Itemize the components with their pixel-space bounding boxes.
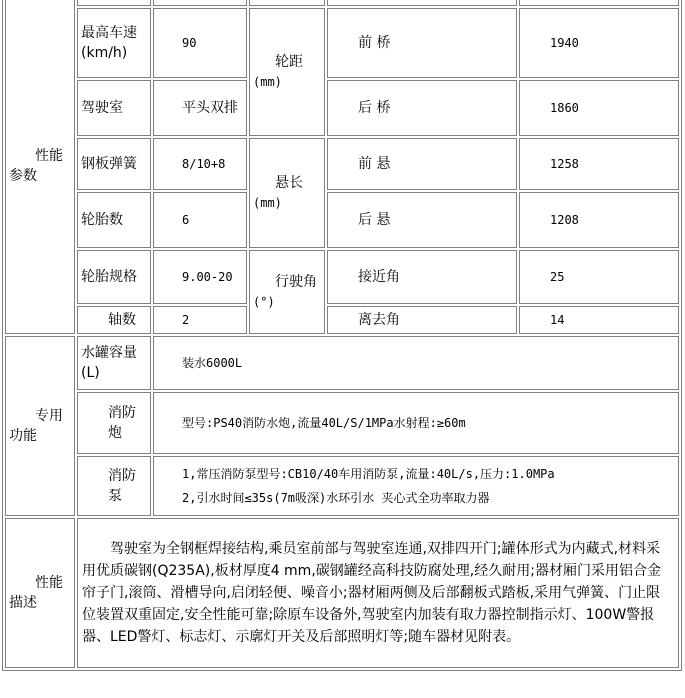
tank-value: 装水6000L (153, 336, 679, 390)
right-row-value: 14 (519, 306, 679, 334)
cannon-label: 消防炮 (77, 392, 151, 454)
right-row-label: 离去角 (327, 306, 517, 334)
wheelbase-label: 轮距 (mm) (249, 8, 325, 136)
right-row-value: 1258 (519, 138, 679, 190)
table-row (5, 456, 679, 516)
row-value: 8/10+8 (153, 138, 247, 190)
pump-label: 消防泵 (77, 456, 151, 516)
right-row-label: 前 桥 (327, 8, 517, 78)
performance-section-label: 性能 参数 (5, 0, 75, 334)
overhang-label: 悬长 (mm) (249, 138, 325, 248)
right-row-value: 1208 (519, 192, 679, 248)
row-value: 6 (153, 192, 247, 248)
description-text: 驾驶室为全钢框焊接结构,乘员室前部与驾驶室连通,双排四开门;罐体形式为内藏式,材料采用优质碳钢(Q235A),板材厚度4 mm,碳钢罐经高科技防腐处理,经久耐用;器材厢门采用铝合金帘子门,滚筒、滑槽导向,启闭轻便、噪音小;器材厢两侧及后部翻板式踏板,采用气弹簧、门止限位装置双重固定,安全性能可靠;除原车设备外,驾驶室内加装有取力器控制指示灯、100W警报器、LED警灯、标志灯、示廓灯开关及后部照明灯等;随车器材见附表。 (77, 518, 679, 668)
table-row (5, 518, 679, 668)
special-section-label: 专用 功能 (5, 336, 75, 516)
spec-table (2, 0, 682, 671)
right-row-label: 接近角 (327, 250, 517, 304)
row-label: 轮胎数 (77, 192, 151, 248)
row-label: 轴数 (77, 306, 151, 334)
right-row-value: 1860 (519, 80, 679, 136)
cannon-value: 型号:PS40消防水炮,流量40L/S/1MPa水射程:≥60m (153, 392, 679, 454)
right-row-value: 25 (519, 250, 679, 304)
table-row (5, 392, 679, 454)
table-row-stub (5, 0, 679, 6)
table-row (5, 306, 679, 334)
table-row (5, 80, 679, 136)
table-row (5, 138, 679, 190)
pump-value: 1,常压消防泵型号:CB10/40车用消防泵,流量:40L/s,压力:1.0MPa 2,引水时间≤35s(7m吸深)水环引水 夹心式全功率取力器 (153, 456, 679, 516)
table-row (5, 336, 679, 390)
right-row-label: 前 悬 (327, 138, 517, 190)
table-row (5, 192, 679, 248)
row-label: 轮胎规格 (77, 250, 151, 304)
angle-label: 行驶角 (°) (249, 250, 325, 334)
row-label: 驾驶室 (77, 80, 151, 136)
row-label: 最高车速(km/h) (77, 8, 151, 78)
right-row-label: 后 桥 (327, 80, 517, 136)
table-row (5, 250, 679, 304)
tank-label: 水罐容量(L) (77, 336, 151, 390)
right-row-value: 1940 (519, 8, 679, 78)
row-label: 钢板弹簧 (77, 138, 151, 190)
description-section-label: 性能 描述 (5, 518, 75, 668)
table-row (5, 8, 679, 78)
row-value: 2 (153, 306, 247, 334)
row-value: 90 (153, 8, 247, 78)
row-value: 9.00-20 (153, 250, 247, 304)
right-row-label: 后 悬 (327, 192, 517, 248)
row-value: 平头双排 (153, 80, 247, 136)
